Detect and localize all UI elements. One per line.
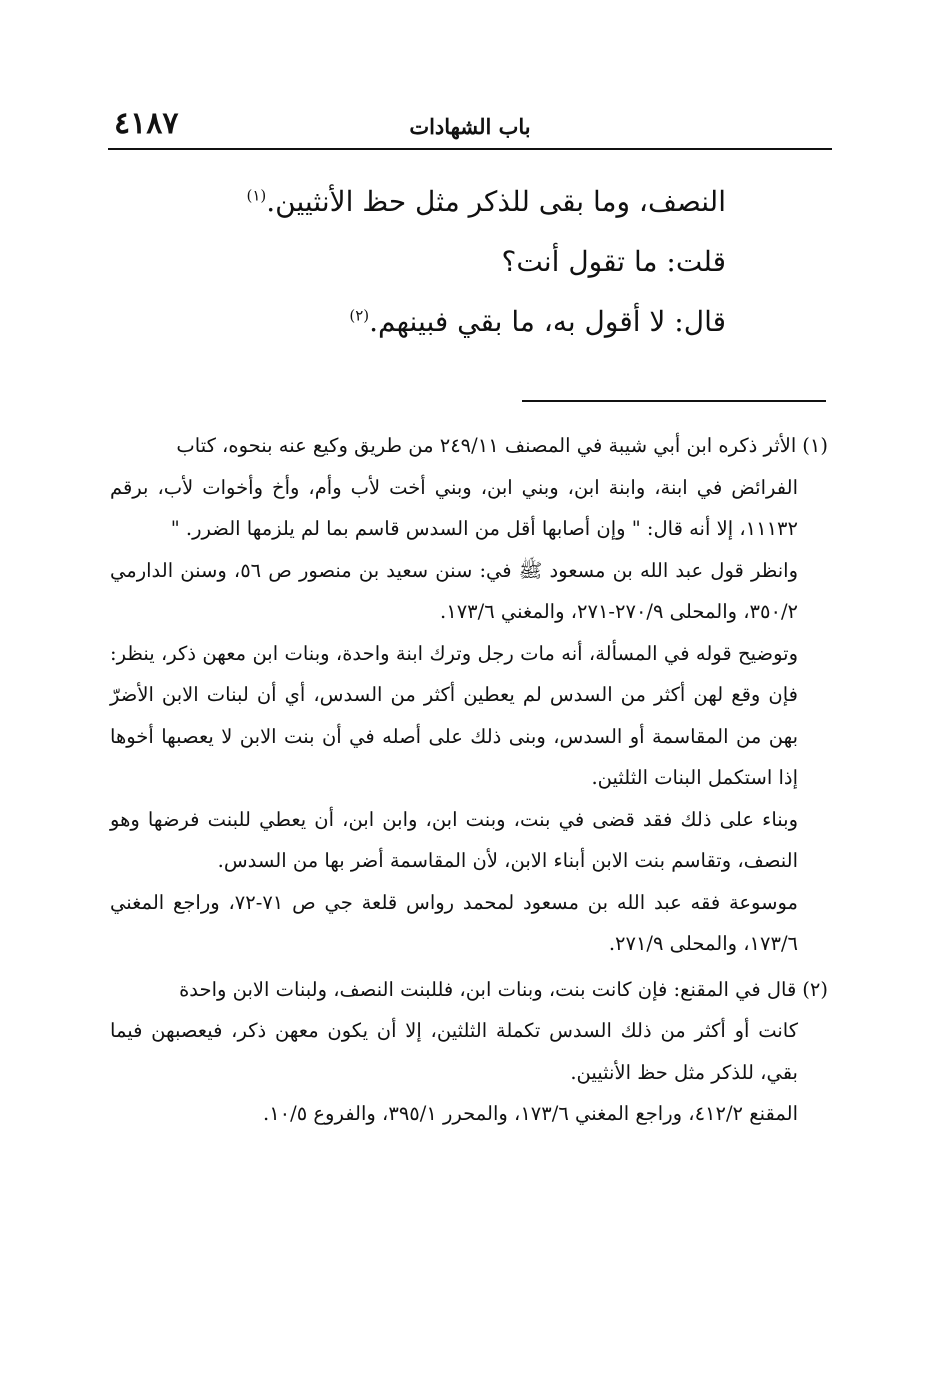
footnote-1-first-line: (١)الأثر ذكره ابن أبي شيبة في المصنف ٢٤٩/١١ من طريق وكيع عنه بنحوه، كتاب: [176, 434, 828, 457]
page-number: ٤١٨٧: [114, 106, 179, 141]
footnotes: [110, 425, 828, 1139]
footnote-1-para-4: وبناء على ذلك فقد قضى في بنت، وبنت ابن، وابن ابن، أن يعطي للبنت فرضها وهو النصف، وتقاسم بنت الابن أبناء الابن، لأن المقاسمة أضر بها من السدس.: [110, 807, 798, 872]
footnote-separator: [522, 400, 826, 402]
footnote-2-first-line: (٢)قال في المقنع: فإن كانت بنت، وبنات ابن، فللبنت النصف، ولبنات الابن واحدة: [179, 977, 828, 1001]
running-title: باب الشهادات: [409, 114, 531, 139]
footnote-ref-1[interactable]: (١): [246, 186, 267, 205]
footnote-1-para-5: موسوعة فقه عبد الله بن مسعود لمحمد رواس قلعة جي ص ٧١-٧٢، وراجع المغني ١٧٣/٦، والمحلى ٢٧١/٩.: [110, 890, 798, 955]
main-line-2: قلت: ما تقول أنت؟: [501, 245, 726, 278]
footnote-2-continuation: كانت أو أكثر من ذلك السدس تكملة الثلثين، إلا أن يكون معهن ذكر، فيعصبهن فيما بقي، للذكر مثل حظ الأنثيين.: [110, 1019, 798, 1084]
footnote-2-para-2: المقنع ٤١٢/٢، وراجع المغني ١٧٣/٦، والمحرر ٣٩٥/١، والفروع ١٠/٥.: [262, 1102, 798, 1125]
footnote-1-continuation: الفرائض في ابنة، وابنة ابن، وبني ابن، وبني أخت لأب وأم، وأخ وأخوات لأب، برقم ١١١٣٢، إلا أنه قال: " وإن أصابها أقل من السدس قاسم بما لم يلزمها الضرر. ": [110, 475, 798, 540]
footnote-1-number: (١): [802, 434, 828, 457]
footnote-2-number: (٢): [802, 977, 828, 1001]
footnote-1-para-2: وانظر قول عبد الله بن مسعود ﷺ في: سنن سعيد بن منصور ص ٥٦، وسنن الدارمي ٣٥٠/٢، والمحلى ٢٧٠/٩-٢٧١، والمغني ١٧٣/٦.: [110, 558, 798, 623]
footnote-2: [110, 969, 828, 1135]
page-header: [108, 104, 832, 150]
footnote-ref-2[interactable]: (٢): [349, 306, 370, 325]
main-line-3: قال: لا أقول به، ما بقي فبينهم.$^{(٢)}$: [349, 305, 726, 338]
footnote-1-para-3: وتوضيح قوله في المسألة، أنه مات رجل وترك ابنة واحدة، وبنات ابن معهن ذكر، ينظر: فإن وقع لهن أكثر من السدس لم يعطين أكثر من السدس، أي أن لبنات الابن الأضرّ بهن من المقاسمة أو السدس، وبنى ذلك على أصله في أن بنت الابن لا يعصبها أخوها إذا استكمل البنات الثلثين.: [110, 641, 798, 789]
main-text: [240, 172, 726, 352]
main-line-1: النصف، وما بقى للذكر مثل حظ الأنثيين.$^{(١)}$: [246, 185, 726, 218]
footnote-1: [110, 425, 828, 965]
